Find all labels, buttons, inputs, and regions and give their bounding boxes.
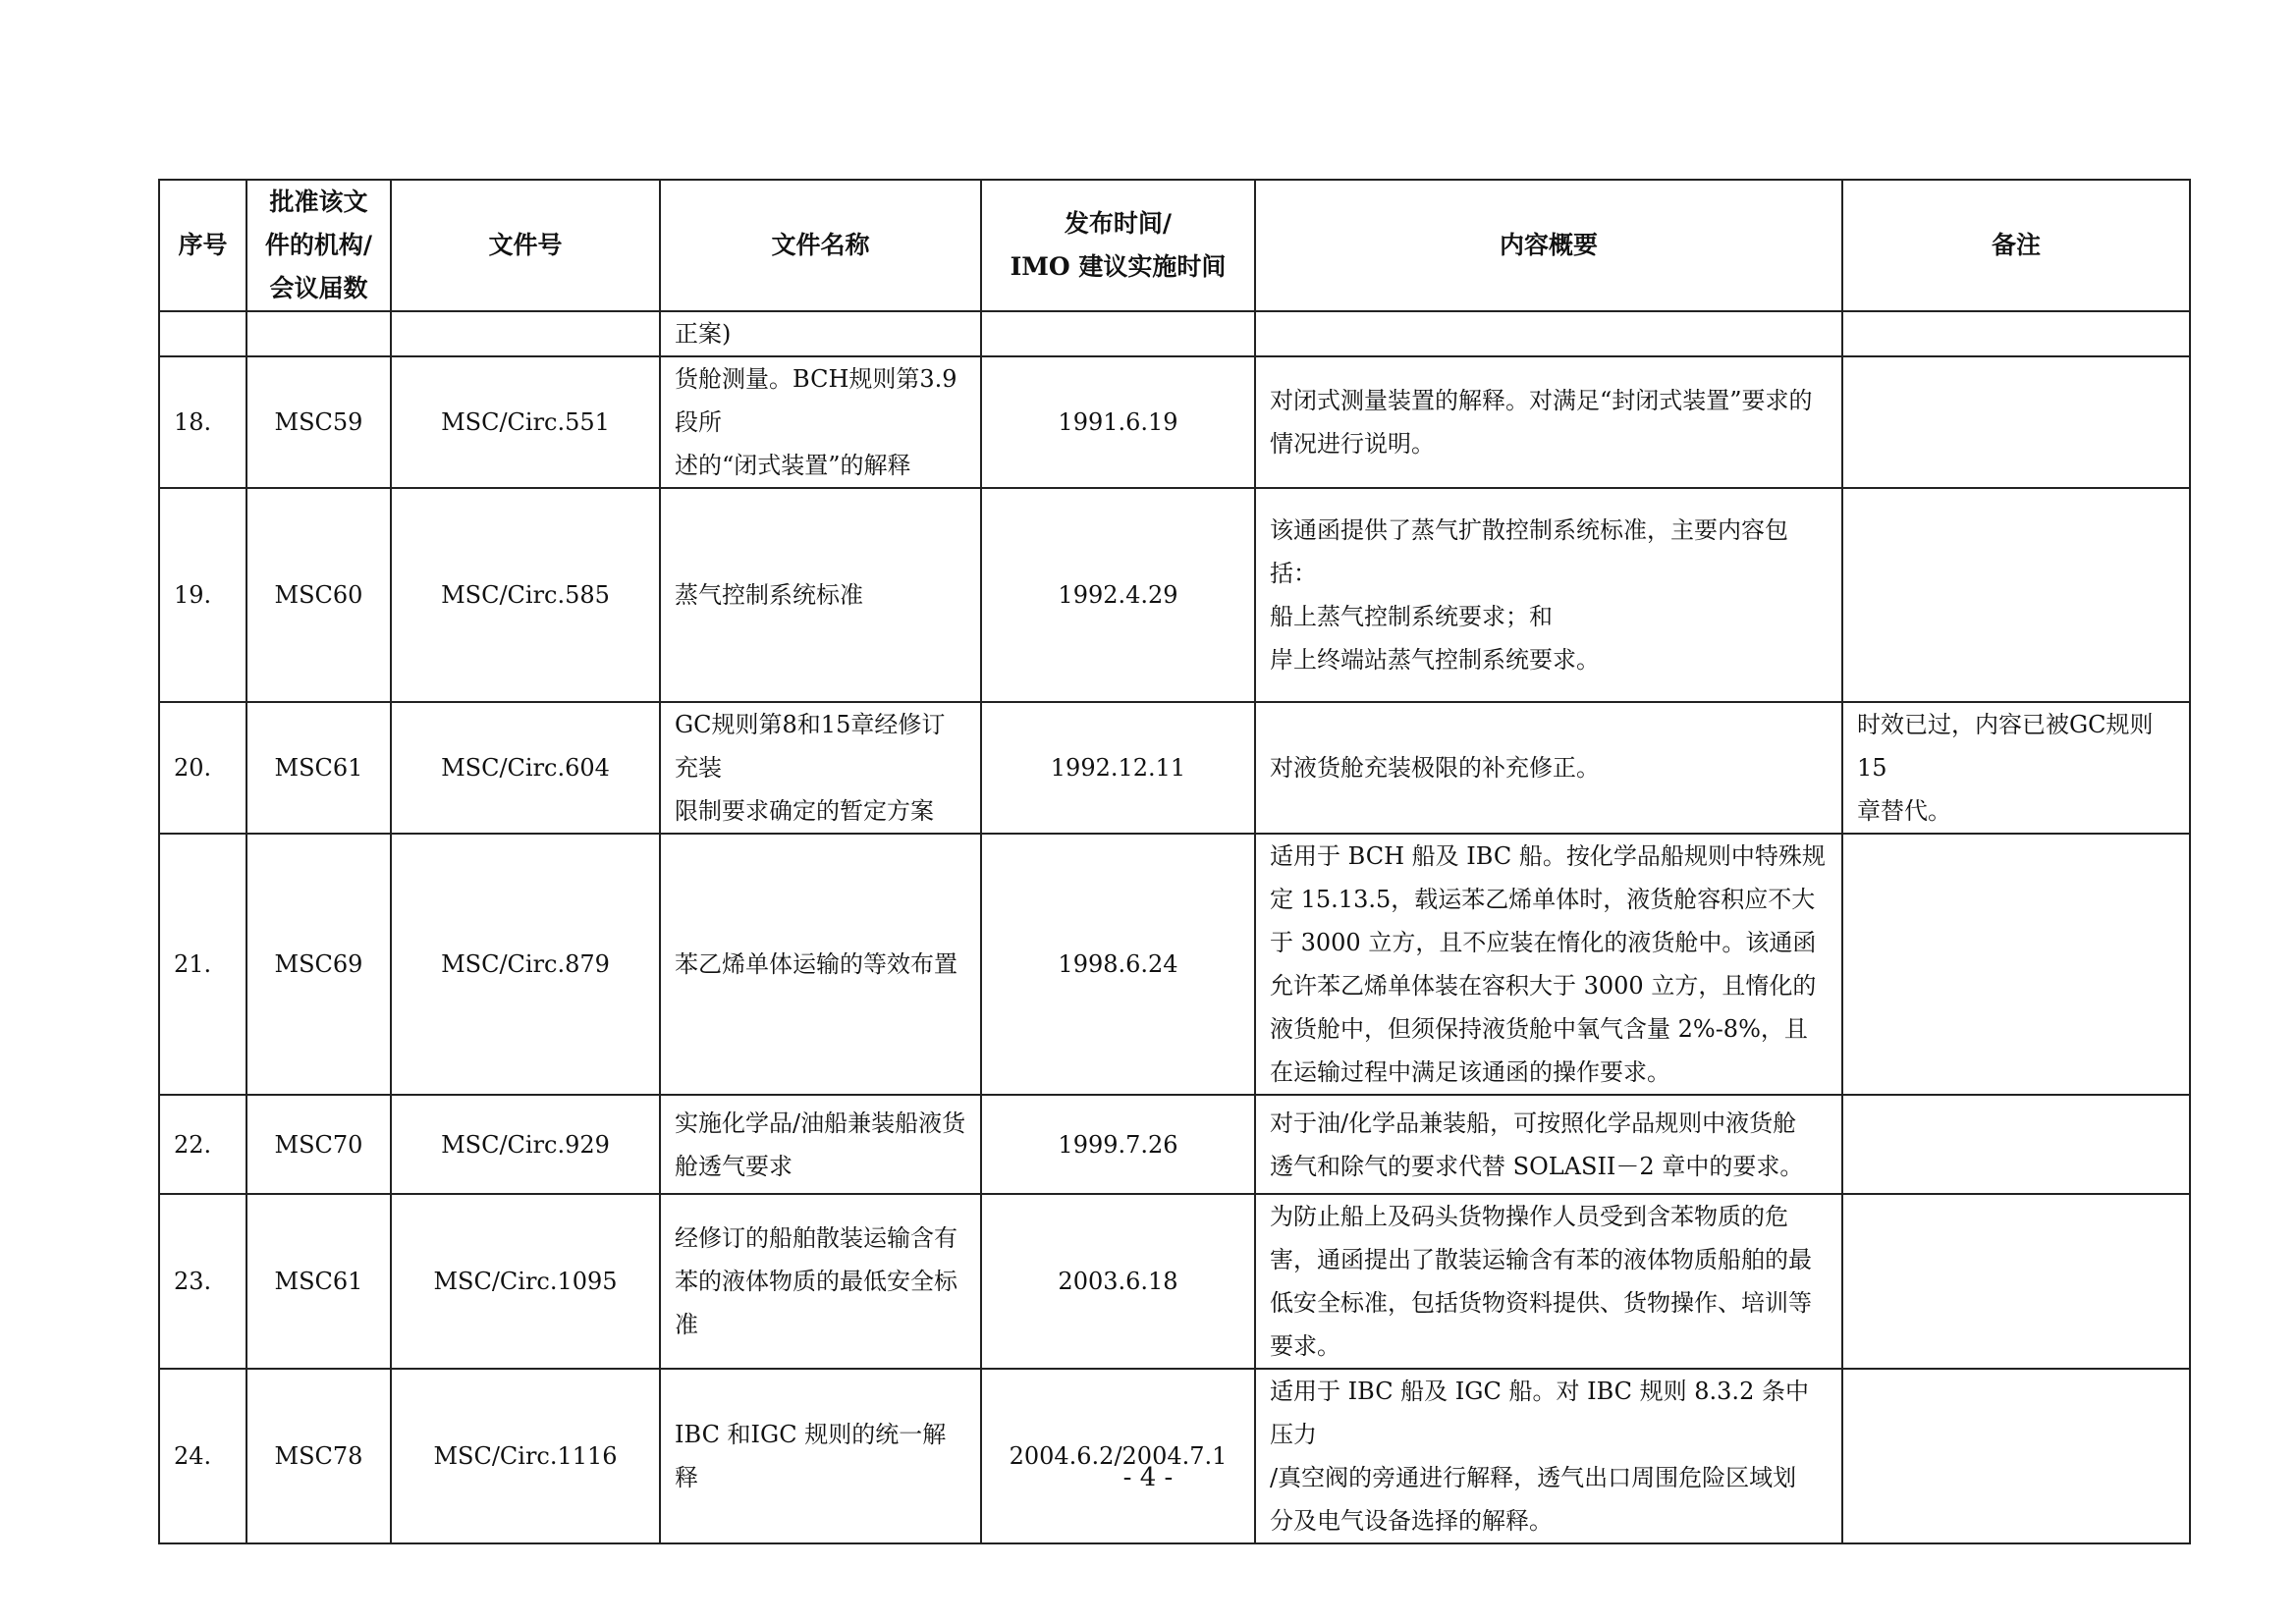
- header-org-line: 批准该文: [269, 188, 368, 216]
- cell-summary: [1255, 1095, 1842, 1194]
- table-body: [159, 311, 2190, 1543]
- cell-remark: [1842, 356, 2190, 488]
- cell-date: 1999.7.26: [981, 1095, 1255, 1194]
- cell-summary-line: 于 3000 立方，且不应装在惰化的液货舱中。该通函: [1270, 929, 1817, 956]
- cell-title-line: 经修订的船舶散装运输含有: [675, 1224, 957, 1252]
- cell-summary-line: 船上蒸气控制系统要求；和: [1270, 603, 1553, 630]
- cell-summary-line: 对于油/化学品兼装船，可按照化学品规则中液货舱: [1270, 1109, 1797, 1137]
- cell-summary: [1255, 1369, 1842, 1543]
- cell-date: 1991.6.19: [981, 356, 1255, 488]
- cell-date: 1992.4.29: [981, 488, 1255, 702]
- cell-title-line: IBC 和IGC 规则的统一解释: [675, 1421, 947, 1491]
- table-row: [159, 1369, 2190, 1543]
- cell-org: [246, 311, 391, 356]
- table-header-row: [159, 180, 2190, 311]
- cell-docno: MSC/Circ.551: [391, 356, 660, 488]
- cell-remark: [1842, 834, 2190, 1095]
- cell-summary: [1255, 311, 1842, 356]
- cell-summary: [1255, 488, 1842, 702]
- header-date-line: IMO 建议实施时间: [1010, 252, 1227, 281]
- cell-summary-line: 允许苯乙烯单体装在容积大于 3000 立方，且惰化的: [1270, 972, 1817, 1000]
- cell-title-line: 苯乙烯单体运输的等效布置: [675, 950, 957, 978]
- cell-summary: [1255, 834, 1842, 1095]
- cell-summary-line: 要求。: [1270, 1332, 1340, 1360]
- header-summary: 内容概要: [1255, 180, 1842, 311]
- cell-org: MSC61: [246, 1194, 391, 1369]
- cell-date: 1992.12.11: [981, 702, 1255, 834]
- table-row: [159, 311, 2190, 356]
- table-row: [159, 356, 2190, 488]
- cell-summary-line: 该通函提供了蒸气扩散控制系统标准，主要内容包: [1270, 516, 1788, 544]
- cell-docno: MSC/Circ.929: [391, 1095, 660, 1194]
- table-row: [159, 702, 2190, 834]
- cell-date: 1998.6.24: [981, 834, 1255, 1095]
- cell-summary: [1255, 702, 1842, 834]
- cell-title-line: 限制要求确定的暂定方案: [675, 797, 934, 825]
- cell-summary: [1255, 1194, 1842, 1369]
- cell-title: [660, 1095, 981, 1194]
- cell-seq: 22.: [159, 1095, 246, 1194]
- cell-summary-line: 液货舱中，但须保持液货舱中氧气含量 2%-8%，且: [1270, 1015, 1808, 1043]
- header-docno: 文件号: [391, 180, 660, 311]
- cell-title: [660, 488, 981, 702]
- header-title: 文件名称: [660, 180, 981, 311]
- cell-summary-line: 适用于 BCH 船及 IBC 船。按化学品船规则中特殊规: [1270, 842, 1826, 870]
- header-seq: 序号: [159, 180, 246, 311]
- table-row: [159, 488, 2190, 702]
- cell-title-line: 苯的液体物质的最低安全标: [675, 1268, 957, 1295]
- cell-summary-line: 对液货舱充装极限的补充修正。: [1270, 754, 1600, 782]
- cell-summary-line: 括：: [1270, 560, 1317, 587]
- cell-title: [660, 834, 981, 1095]
- cell-docno: MSC/Circ.604: [391, 702, 660, 834]
- cell-summary-line: 为防止船上及码头货物操作人员受到含苯物质的危: [1270, 1203, 1788, 1230]
- cell-docno: MSC/Circ.1116: [391, 1369, 660, 1543]
- cell-summary-line: /真空阀的旁通进行解释，透气出口周围危险区域划: [1270, 1464, 1797, 1491]
- cell-seq: 19.: [159, 488, 246, 702]
- cell-remark: [1842, 488, 2190, 702]
- cell-title: [660, 1369, 981, 1543]
- cell-summary-line: 适用于 IBC 船及 IGC 船。对 IBC 规则 8.3.2 条中压力: [1270, 1378, 1809, 1448]
- cell-remark: [1842, 311, 2190, 356]
- cell-summary-line: 分及电气设备选择的解释。: [1270, 1507, 1553, 1535]
- cell-org: MSC78: [246, 1369, 391, 1543]
- cell-docno: MSC/Circ.1095: [391, 1194, 660, 1369]
- cell-summary: [1255, 356, 1842, 488]
- cell-remark: [1842, 702, 2190, 834]
- cell-docno: MSC/Circ.585: [391, 488, 660, 702]
- cell-remark: [1842, 1095, 2190, 1194]
- cell-date: [981, 311, 1255, 356]
- cell-summary-line: 低安全标准，包括货物资料提供、货物操作、培训等: [1270, 1289, 1812, 1317]
- cell-docno: [391, 311, 660, 356]
- header-org-line: 件的机构/: [264, 231, 373, 259]
- cell-org: MSC69: [246, 834, 391, 1095]
- document-register-table: [158, 179, 2191, 1544]
- cell-title-line: 实施化学品/油船兼装船液货: [675, 1109, 966, 1137]
- cell-org: MSC60: [246, 488, 391, 702]
- cell-title: [660, 702, 981, 834]
- header-date-line: 发布时间/: [1064, 209, 1173, 238]
- cell-docno: MSC/Circ.879: [391, 834, 660, 1095]
- cell-title-line: GC规则第8和15章经修订充装: [675, 711, 946, 782]
- cell-seq: 21.: [159, 834, 246, 1095]
- cell-summary-line: 岸上终端站蒸气控制系统要求。: [1270, 646, 1600, 674]
- cell-seq: 18.: [159, 356, 246, 488]
- cell-summary-line: 透气和除气的要求代替 SOLASII－2 章中的要求。: [1270, 1152, 1804, 1180]
- cell-org: MSC70: [246, 1095, 391, 1194]
- cell-title: [660, 1194, 981, 1369]
- cell-date: 2004.6.2/2004.7.1: [981, 1369, 1255, 1543]
- cell-title-line: 正案): [675, 320, 732, 348]
- cell-summary-line: 在运输过程中满足该通函的操作要求。: [1270, 1058, 1670, 1086]
- cell-title-line: 准: [675, 1311, 698, 1338]
- cell-title-line: 蒸气控制系统标准: [675, 581, 863, 609]
- cell-title: [660, 311, 981, 356]
- cell-summary-line: 情况进行说明。: [1270, 430, 1435, 458]
- cell-summary-line: 定 15.13.5，载运苯乙烯单体时，液货舱容积应不大: [1270, 886, 1816, 913]
- cell-seq: 20.: [159, 702, 246, 834]
- cell-title-line: 述的“闭式装置”的解释: [675, 452, 911, 479]
- cell-seq: [159, 311, 246, 356]
- cell-remark-line: 章替代。: [1857, 797, 1951, 825]
- cell-remark: [1842, 1369, 2190, 1543]
- table-row: [159, 1194, 2190, 1369]
- page-number: - 4 -: [1122, 1463, 1174, 1492]
- cell-org: MSC61: [246, 702, 391, 834]
- header-org: [246, 180, 391, 311]
- cell-summary-line: 害，通函提出了散装运输含有苯的液体物质船舶的最: [1270, 1246, 1812, 1273]
- cell-remark: [1842, 1194, 2190, 1369]
- cell-seq: 24.: [159, 1369, 246, 1543]
- cell-summary-line: 对闭式测量装置的解释。对满足“封闭式装置”要求的: [1270, 387, 1813, 414]
- header-org-line: 会议届数: [269, 274, 368, 302]
- header-date: [981, 180, 1255, 311]
- cell-remark-line: 时效已过，内容已被GC规则15: [1857, 711, 2154, 782]
- header-remark: 备注: [1842, 180, 2190, 311]
- cell-seq: 23.: [159, 1194, 246, 1369]
- table-row: [159, 1095, 2190, 1194]
- cell-title-line: 舱透气要求: [675, 1152, 793, 1180]
- cell-date: 2003.6.18: [981, 1194, 1255, 1369]
- cell-title-line: 货舱测量。BCH规则第3.9段所: [675, 365, 957, 436]
- cell-org: MSC59: [246, 356, 391, 488]
- table-row: [159, 834, 2190, 1095]
- cell-title: [660, 356, 981, 488]
